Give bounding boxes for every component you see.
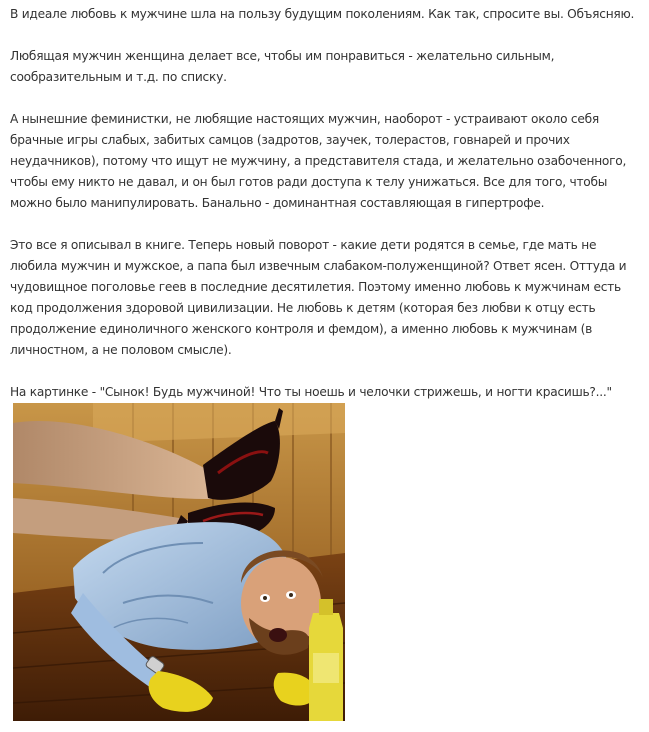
paragraph-1: В идеале любовь к мужчине шла на пользу будущим поколениям. Как так, спросите вы. Объясняю. <box>10 7 635 21</box>
post-body <box>10 4 646 413</box>
paragraph-3: А нынешние феминистки, не любящие настоящих мужчин, наоборот - устраивают около себя брачные игры слабых, забитых самцов (задротов, заучек, толерастов, говнарей и прочих неудачников), потому что ищут не мужчину, а представителя стада, и желательно озабоченного, чтобы ему никто не давал, и он был готов ради доступа к телу унижаться. Все для того, чтобы можно было манипулировать. Банально - доминантная составляющая в гипертрофе. <box>10 112 627 210</box>
paragraph-4: Это все я описывал в книге. Теперь новый поворот - какие дети родятся в семье, где мать не любила мужчин и мужское, а папа был извечным слабаком-полуженщиной? Ответ ясен. Оттуда и чудовищное поголовье геев в последние десятилетия. Поэтому именно любовь к мужчинам есть код продолжения здоровой цивилизации. Не любовь к детям (которая без любви к отцу есть продолжение единоличного женского контроля и фемдом), а именно любовь к мужчинам (в личностном, а не половом смысле). <box>10 238 627 357</box>
post-photo <box>13 403 345 721</box>
paragraph-2: Любящая мужчин женщина делает все, чтобы им понравиться - желательно сильным, сообразительным и т.д. по списку. <box>10 49 555 84</box>
photo-illustration <box>13 403 345 721</box>
picture-caption: На картинке - "Сынок! Будь мужчиной! Что ты ноешь и челочки стрижешь, и ногти красишь?..." <box>10 385 612 399</box>
